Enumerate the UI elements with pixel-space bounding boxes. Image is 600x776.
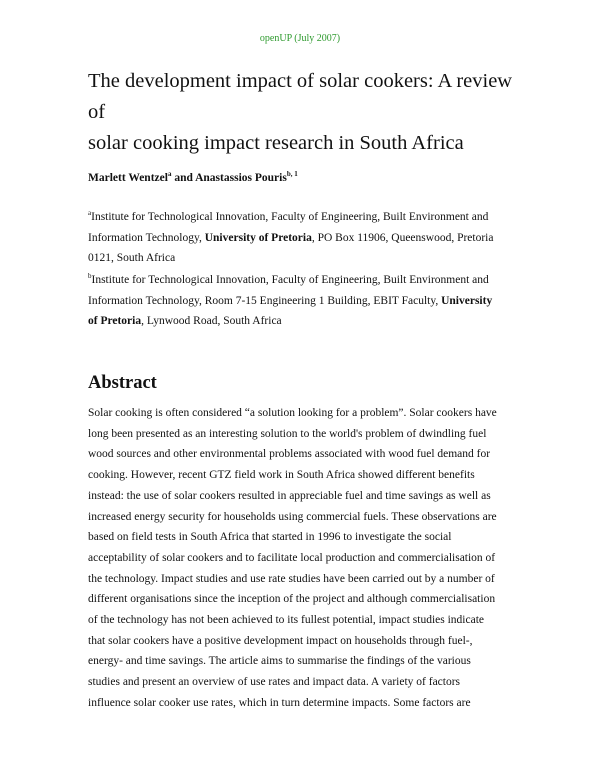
abstract-line: the technology. Impact studies and use rate studies have been carried out by a number of [88,572,495,585]
affiliation-text: , PO Box 11906, Queenswood, Pretoria [311,231,494,244]
abstract-line: energy- and time savings. The article aims to summarise the findings of the various [88,655,471,668]
affiliation-text: Institute for Technological Innovation, Faculty of Engineering, Built Environment and [91,274,489,286]
abstract-line: long been presented as an interesting solution to the world's problem of dwindling fuel [88,427,487,440]
abstract-line: that solar cookers have a positive development impact on households through fuel-, [88,634,473,647]
running-header: openUP (July 2007) [259,33,341,44]
title-line-1: The development impact of solar cookers: A review of [88,70,513,123]
affiliation-university: University [441,294,493,307]
affiliation-text: Institute for Technological Innovation, Faculty of Engineering, Built Environment and [91,211,489,223]
affiliation-mark: b [88,272,92,281]
abstract-line: based on field tests in South Africa that started in 1996 to investigate the social [88,531,452,544]
abstract-body [88,403,518,714]
author-name: Marlett Wentzel [88,172,168,184]
author-conjunction: and [171,172,196,184]
abstract-line: influence solar cooker use rates, which in turn determine impacts. Some factors are [88,696,471,709]
abstract-line: cooking. However, recent GTZ field work in South Africa showed different benefits [88,469,475,482]
abstract-line: of the technology has not been achieved to its fullest potential, impact studies indicate [88,614,485,627]
paper-title [88,66,528,159]
author-affiliation-mark: b, 1 [286,170,298,179]
affiliation-university: University of Pretoria [204,231,312,244]
author-name: Anastassios Pouris [195,172,287,184]
abstract-line: Solar cooking is often considered “a solution looking for a problem”. Solar cookers have [88,407,497,419]
abstract-line: instead: the use of solar cookers resulted in appreciable fuel and time savings as well as [88,489,491,502]
affiliation-mark: a [88,209,92,218]
abstract-line: different organisations since the inception of the project and although commercialisation [88,593,496,606]
title-line-2: solar cooking impact research in South Africa [88,132,464,154]
author-list [88,172,298,184]
affiliation-text: , Lynwood Road, South Africa [141,315,282,327]
affiliation-text: 0121, South Africa [88,252,176,264]
affiliation-university: of Pretoria [88,315,142,327]
abstract-line: wood sources and other environmental problems associated with wood fuel demand for [88,448,491,461]
author-affiliation-mark: a [167,170,172,179]
affiliation-text: Information Technology, [88,231,205,244]
affiliation-text: Information Technology, Room 7-15 Engineering 1 Building, EBIT Faculty, [88,294,442,307]
abstract-line: studies and present an overview of use rates and impact data. A variety of factors [88,676,461,689]
abstract-line: acceptability of solar cookers and to facilitate local production and commercialisation of [88,551,496,564]
affiliation-b [88,270,518,332]
abstract-heading: Abstract [88,373,157,393]
abstract-line: increased energy security for households using commercial fuels. These observations are [88,510,497,523]
affiliation-a [88,207,518,269]
